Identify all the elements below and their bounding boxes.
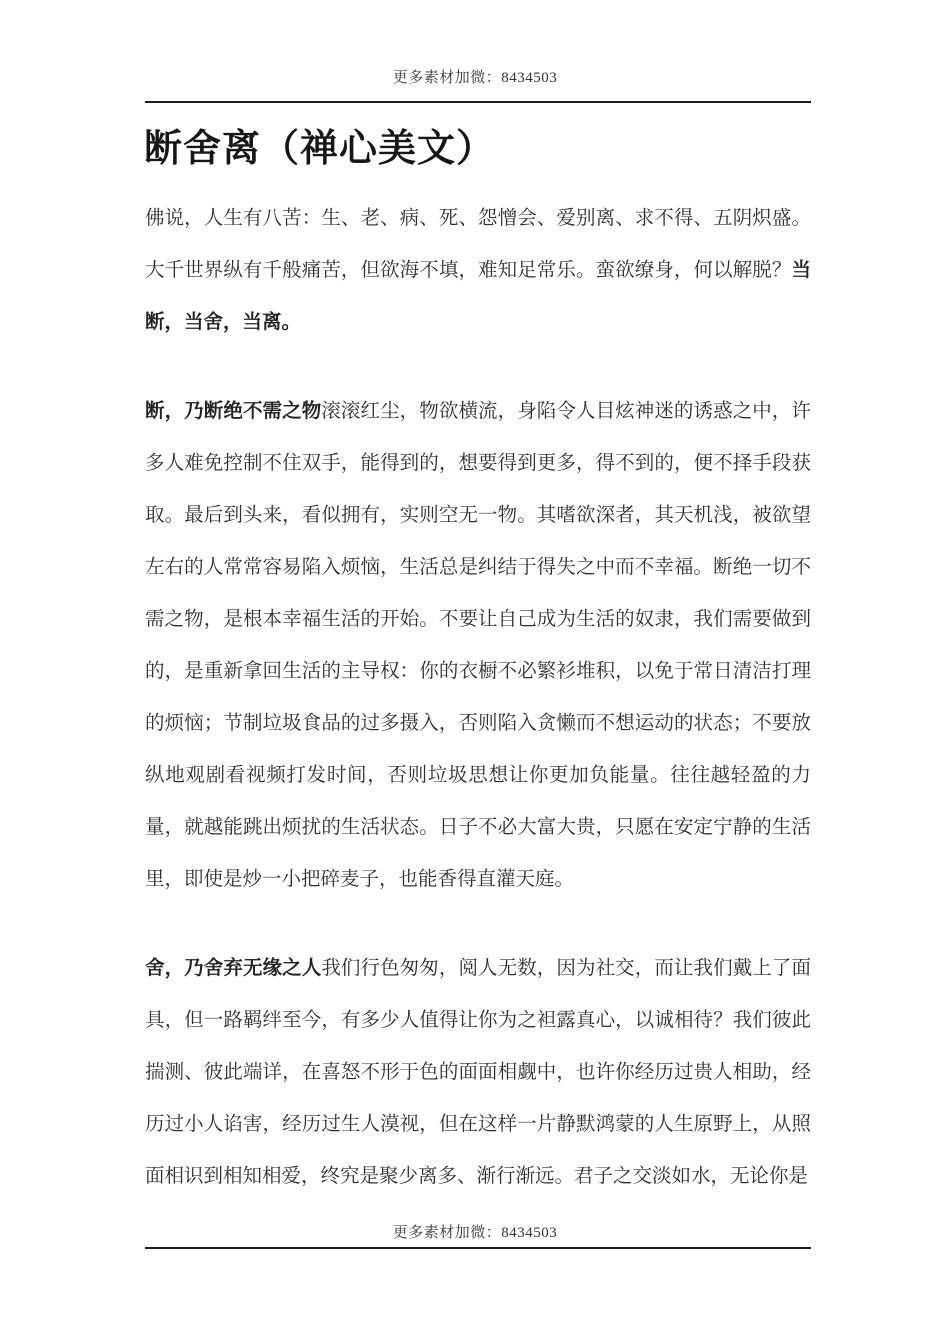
document-body [145,192,811,1202]
paragraph-intro [145,192,811,348]
paragraph-duan-bold-lead: 断，乃断绝不需之物 [145,400,322,422]
footer-divider-line [145,1247,811,1249]
paragraph-duan-text: 滚滚红尘，物欲横流，身陷令人目炫神迷的诱惑之中，许多人难免控制不住双手，能得到的，想要得到更多，得不到的，便不择手段获取。最后到头来，看似拥有，实则空无一物。其嗜欲深者，其天机浅，被欲望左右的人常常容易陷入烦恼，生活总是纠结于得失之中而不幸福。断绝一切不需之物，是根本幸福生活的开始。不要让自己成为生活的奴隶，我们需要做到的，是重新拿回生活的主导权：你的衣橱不必繁衫堆积，以免于常日清洁打理的烦恼；节制垃圾食品的过多摄入，否则陷入贪懒而不想运动的状态；不要放纵地观剧看视频打发时间，否则垃圾思想让你更加负能量。往往越轻盈的力量，就越能跳出烦扰的生活状态。日子不必大富大贵，只愿在安定宁静的生活里，即使是炒一小把碎麦子，也能香得直灌天庭。 [145,400,811,890]
footer-watermark-note: 更多素材加微：8434503 [392,1225,558,1241]
header-divider-line [145,101,811,103]
page-title: 断舍离（禅心美文） [144,128,496,170]
paragraph-intro-text: 佛说，人生有八苦：生、老、病、死、怨憎会、爱别离、求不得、五阴炽盛。大千世界纵有千般痛苦，但欲海不填，难知足常乐。蛮欲缭身，何以解脱？ [145,207,811,281]
paragraph-duan [145,385,811,905]
paragraph-she-text: 我们行色匆匆，阅人无数，因为社交，而让我们戴上了面具，但一路羁绊至今，有多少人值得让你为之袒露真心，以诚相待？我们彼此揣测、彼此端详，在喜怒不形于色的面面相觑中，也许你经历过贵人相助，经历过小人谄害，经历过生人漠视，但在这样一片静默鸿蒙的人生原野上，从照面相识到相知相爱，终究是聚少离多、渐行渐远。君子之交淡如水，无论你是 [145,957,811,1187]
paragraph-she-bold-lead: 舍，乃舍弃无缘之人 [145,957,322,979]
header-watermark-note: 更多素材加微：8434503 [392,70,558,86]
paragraph-intro-bold-tail: 当断，当舍，当离。 [145,259,811,333]
paragraph-she [145,942,811,1202]
